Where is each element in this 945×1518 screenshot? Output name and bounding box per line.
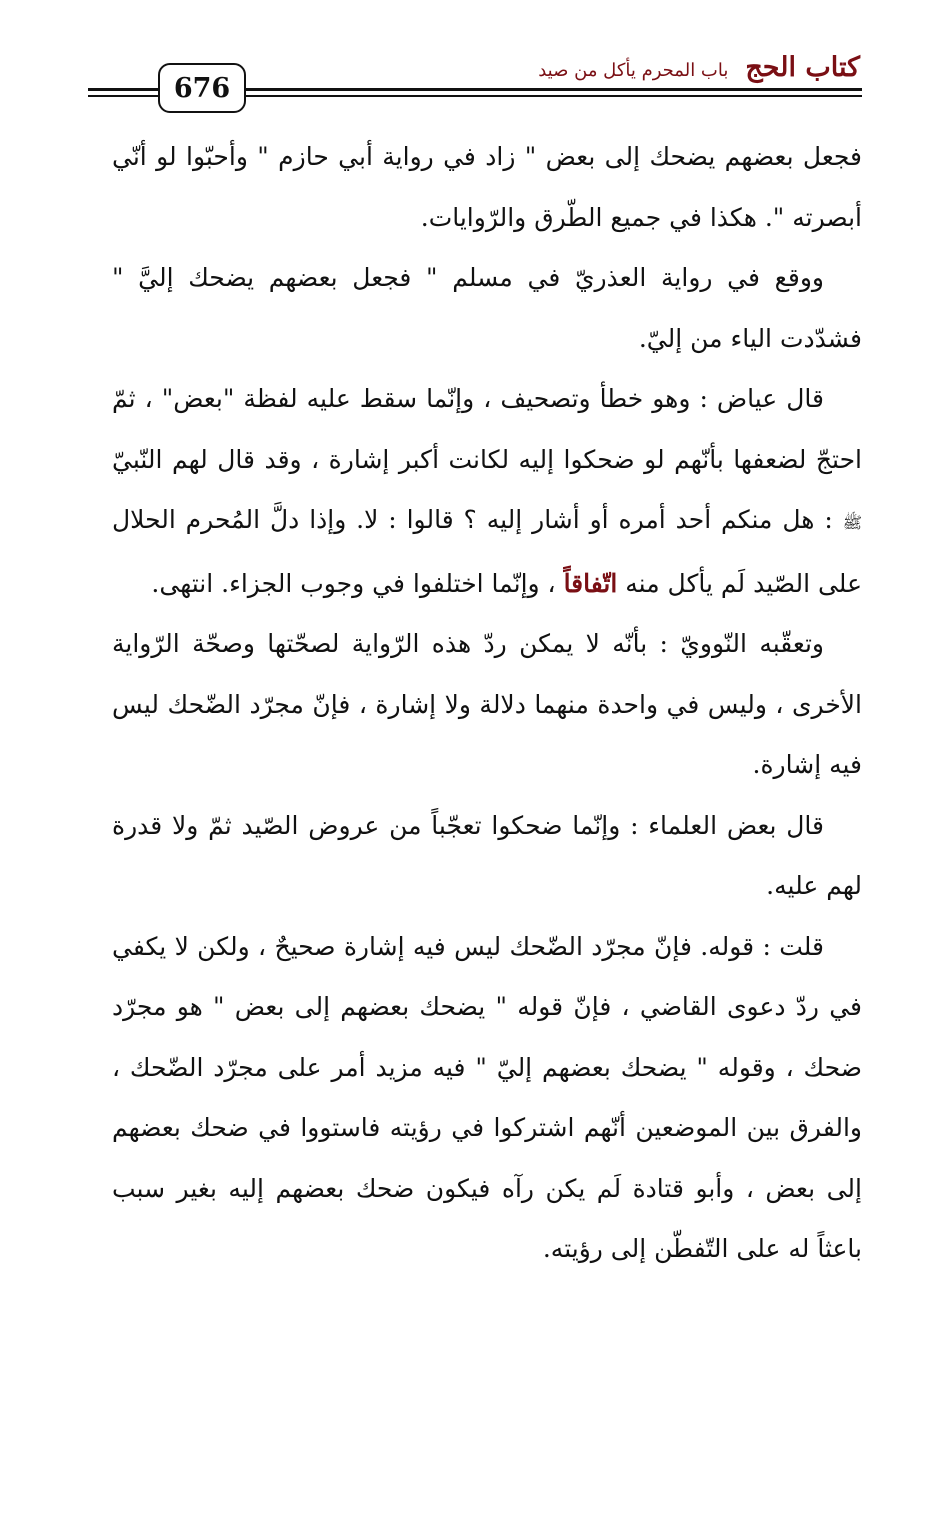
page-body xyxy=(112,127,862,1280)
page-number: 676 xyxy=(158,63,246,113)
paragraph-2: ووقع في رواية العذريّ في مسلم " فجعل بعضهم يضحك إليَّ " فشدّدت الياء من إليّ. xyxy=(112,263,862,353)
page-header xyxy=(88,52,862,104)
salawat-glyph: ﷺ xyxy=(842,513,863,532)
paragraph-3-text-a: قال عياض : وهو خطأ وتصحيف ، وإنّما سقط عليه لفظة "بعض" ، ثمّ احتجّ لضعفها بأنّهم لو ضحكوا إليه لكانت أكبر إشارة ، وقد قال لهم النّبيّ xyxy=(112,384,862,474)
paragraph-3-text-b: : هل منكم أحد أمره أو أشار إليه ؟ قالوا : لا. وإذا دلَّ المُحرم الحلال على الصّيد لَم يأكل منه xyxy=(112,505,862,598)
paragraph-4: وتعقّبه النّوويّ : بأنّه لا يمكن ردّ هذه الرّواية لصحّتها وصحّة الرّواية الأخرى ، وليس في واحدة منهما دلالة ولا إشارة ، فإنّ مجرّد الضّحك ليس فيه إشارة. xyxy=(112,629,862,779)
paragraph-1: فجعل بعضهم يضحك إلى بعض " زاد في رواية أبي حازم " وأحبّوا لو أنّي أبصرته ". هكذا في جميع الطّرق والرّوايات. xyxy=(112,142,862,232)
highlighted-term: اتّفاقاً xyxy=(563,568,618,598)
running-title xyxy=(538,52,860,83)
paragraph-3 xyxy=(112,369,862,614)
paragraph-5: قال بعض العلماء : وإنّما ضحكوا تعجّباً من عروض الصّيد ثمّ ولا قدرة لهم عليه. xyxy=(112,810,862,900)
paragraph-6: قلت : قوله. فإنّ مجرّد الضّحك ليس فيه إشارة صحيحٌ ، ولكن لا يكفي في ردّ دعوى القاضي ، فإنّ قوله " يضحك بعضهم إلى بعض " هو مجرّد ضحك ، وقوله " يضحك بعضهم إليّ " فيه مزيد أمر على مجرّد الضّحك ، والفرق بين الموضعين أنّهم اشتركوا في رؤيته فاستووا في ضحك بعضهم إلى بعض ، وأبو قتادة لَم يكن رآه فيكون ضحك بعضهم إليه بغير سبب باعثاً له على التّفطّن إلى رؤيته. xyxy=(112,931,862,1263)
chapter-title: باب المحرم يأكل من صيد xyxy=(538,60,729,81)
book-title: كتاب الحج xyxy=(745,52,860,83)
paragraph-3-text-c: ، وإنّما اختلفوا في وجوب الجزاء. انتهى. xyxy=(151,568,556,598)
